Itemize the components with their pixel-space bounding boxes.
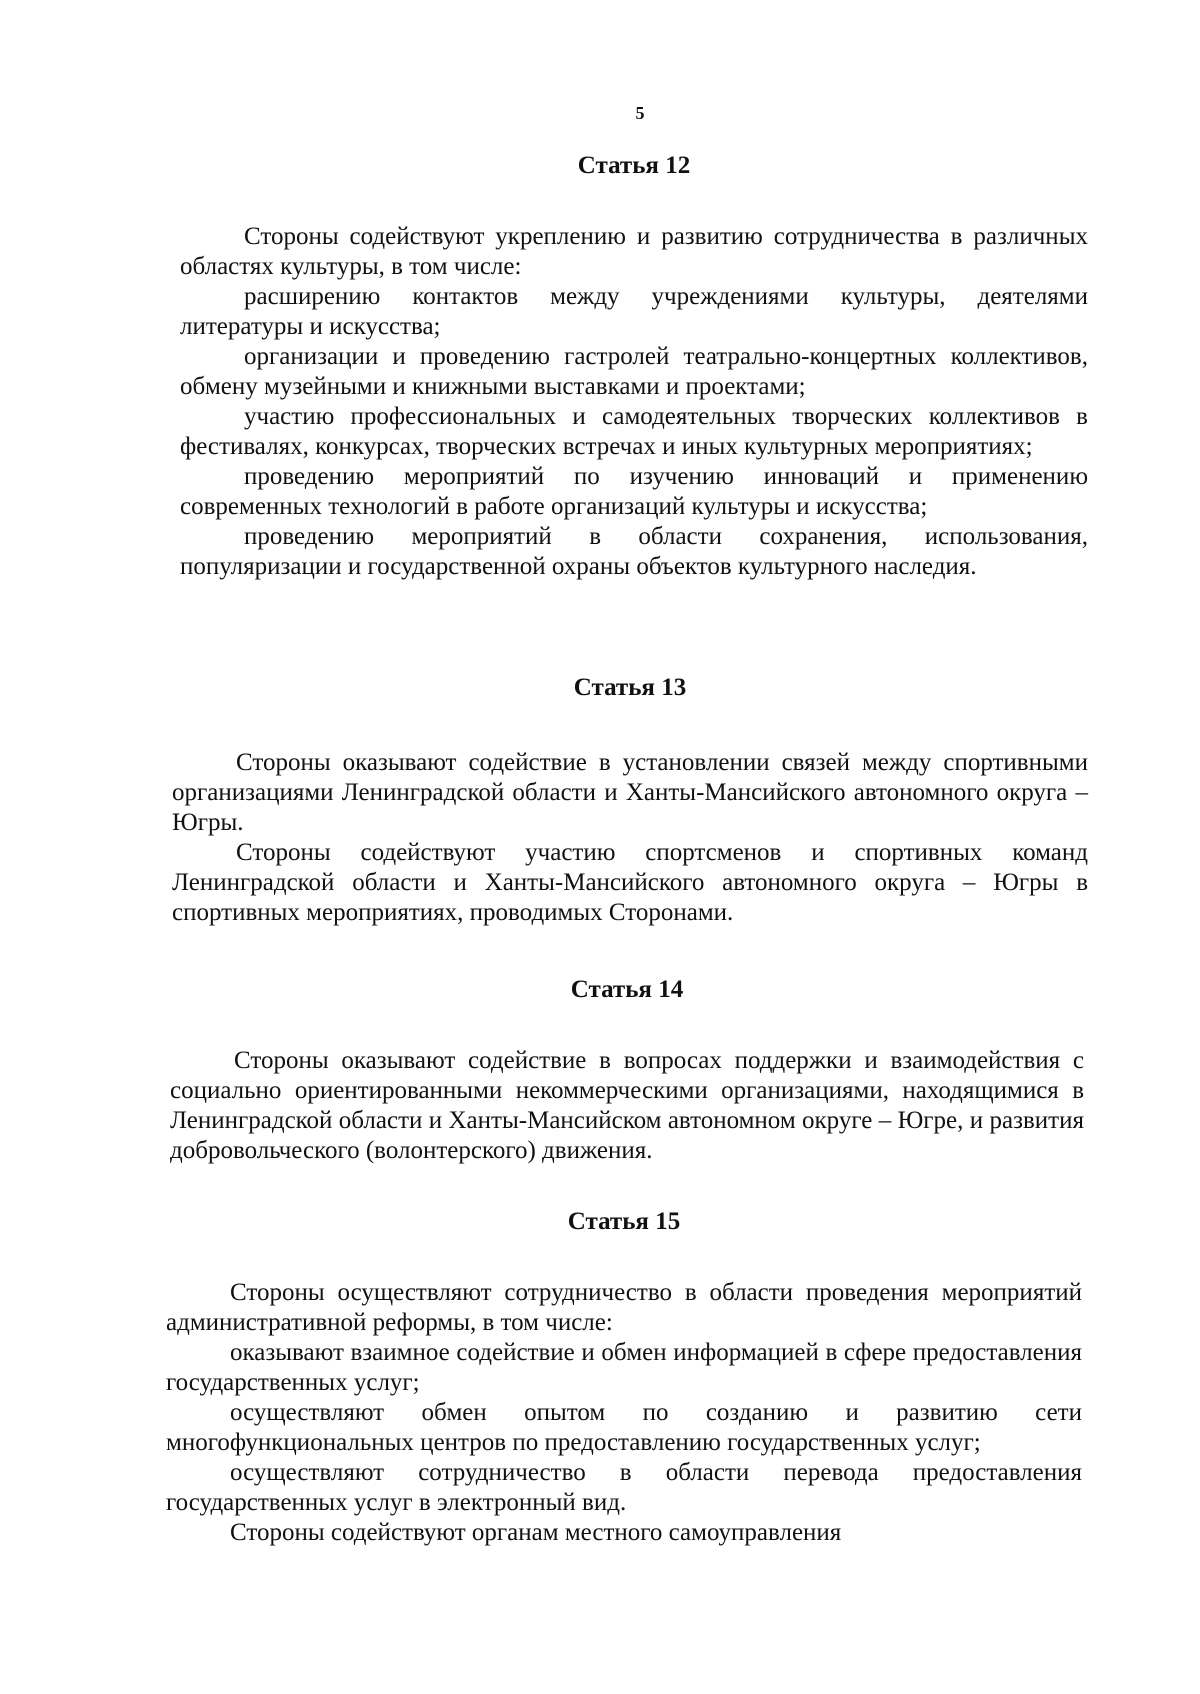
paragraph: Стороны содействуют органам местного самоуправления [230, 1519, 842, 1546]
paragraph: осуществляют обмен опытом по созданию и развитию сети многофункциональных центров по предоставлению государственных услуг; [166, 1399, 1082, 1456]
article-title: Статья 12 [577, 152, 691, 179]
article-title: Статья 13 [573, 674, 687, 701]
paragraph: участию профессиональных и самодеятельных творческих коллективов в фестивалях, конкурсах, творческих встречах и иных культурных мероприятиях; [180, 403, 1088, 460]
article-title: Статья 14 [570, 976, 684, 1003]
article-title: Статья 15 [567, 1208, 681, 1235]
article-14 [170, 974, 1084, 1166]
paragraph: Стороны оказывают содействие в вопросах поддержки и взаимодействия с социально ориентированными некоммерческими организациями, находящимися в Ленинградской области и Ханты-Мансийском автономном округе – Югре, и развития добровольческого (волонтерского) движения. [170, 1047, 1084, 1164]
paragraph: оказывают взаимное содействие и обмен информацией в сфере предоставления государственных услуг; [166, 1339, 1082, 1396]
paragraph: Стороны содействуют укреплению и развитию сотрудничества в различных областях культуры, в том числе: [180, 223, 1088, 280]
page-number: 5 [635, 103, 645, 123]
article-13 [172, 672, 1088, 928]
paragraph: осуществляют сотрудничество в области перевода предоставления государственных услуг в электронный вид. [166, 1459, 1082, 1516]
paragraph: Стороны осуществляют сотрудничество в области проведения мероприятий административной реформы, в том числе: [166, 1279, 1082, 1336]
paragraph: проведению мероприятий в области сохранения, использования, популяризации и государственной охраны объектов культурного наследия. [180, 523, 1088, 580]
paragraph: Стороны оказывают содействие в установлении связей между спортивными организациями Ленинградской области и Ханты-Мансийского автономного округа – Югры. [172, 749, 1088, 836]
article-15 [166, 1206, 1082, 1548]
article-12 [180, 150, 1088, 582]
paragraph: Стороны содействуют участию спортсменов и спортивных команд Ленинградской области и Ханты-Мансийского автономного округа – Югры в спортивных мероприятиях, проводимых Сторонами. [172, 839, 1088, 926]
paragraph: проведению мероприятий по изучению инноваций и применению современных технологий в работе организаций культуры и искусства; [180, 463, 1088, 520]
paragraph: расширению контактов между учреждениями культуры, деятелями литературы и искусства; [180, 283, 1088, 340]
paragraph: организации и проведению гастролей театрально-концертных коллективов, обмену музейными и книжными выставками и проектами; [180, 343, 1088, 400]
